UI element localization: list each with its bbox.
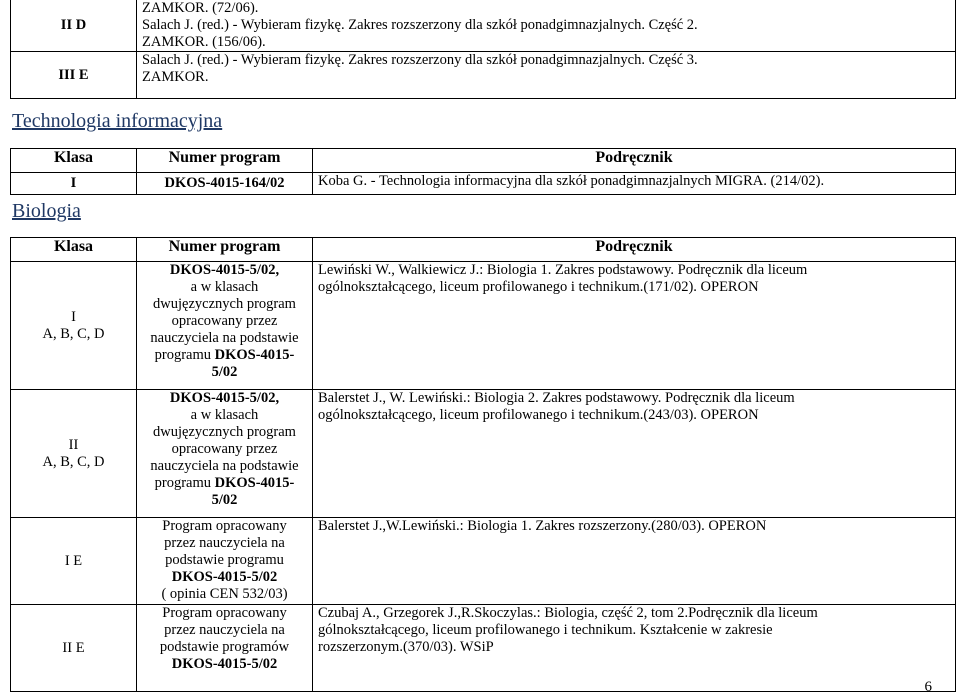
biology-table: [10, 237, 956, 692]
textbook-cell: [313, 518, 956, 605]
program-text: opracowany przez: [171, 441, 278, 457]
program-number: DKOS-4015-5/02,: [169, 262, 280, 278]
page-number: 6: [924, 679, 932, 695]
program-cell: [137, 518, 313, 605]
program-number: 5/02: [211, 492, 238, 508]
physics-table-continuation: [10, 0, 956, 99]
program-cell: [137, 390, 313, 518]
program-cell: DKOS-4015-164/02: [137, 173, 313, 195]
textbook-line: ogólnokształcącego, liceum profilowanego i technikum.(171/02). OPERON: [318, 279, 759, 295]
program-text-line: [142, 347, 307, 364]
program-text: a w klasach: [190, 407, 259, 423]
textbook-line: ZAMKOR. (156/06).: [142, 34, 266, 50]
class-cell: [11, 390, 137, 518]
table-row: [11, 262, 956, 390]
section-heading-it: Technologia informacyjna: [12, 110, 223, 132]
table-header-row: [11, 238, 956, 262]
program-cell: [137, 262, 313, 390]
class-cell: I: [11, 173, 137, 195]
program-text-line: [142, 475, 307, 492]
textbook-line: ZAMKOR. (72/06).: [142, 0, 259, 16]
program-text: dwujęzycznych program: [153, 424, 296, 440]
program-text: programu: [154, 347, 215, 363]
section-heading-biology: Biologia: [12, 200, 81, 222]
class-cell: I E: [11, 518, 137, 605]
column-header-program: Numer program: [137, 238, 313, 262]
table-row: [11, 605, 956, 692]
program-number: DKOS-4015-: [214, 347, 295, 363]
textbook-cell: [313, 390, 956, 518]
program-text: opracowany przez: [171, 313, 278, 329]
textbook-line: Lewiński W., Walkiewicz J.: Biologia 1. Zakres podstawowy. Podręcznik dla liceum: [318, 262, 808, 278]
column-header-class: Klasa: [11, 238, 137, 262]
textbook-line: ogólnokształcącego, liceum profilowanego i technikum.(243/03). OPERON: [318, 407, 759, 423]
program-number: DKOS-4015-5/02: [171, 569, 278, 585]
it-table: [10, 148, 956, 195]
table-row: [11, 390, 956, 518]
program-cell: [137, 605, 313, 692]
textbook-line: Czubaj A., Grzegorek J.,R.Skoczylas.: Biologia, część 2, tom 2.Podręcznik dla liceum: [318, 605, 818, 621]
textbook-line: ZAMKOR.: [142, 69, 209, 85]
class-groups: A, B, C, D: [42, 325, 105, 342]
program-text: programu: [154, 475, 215, 491]
program-text: nauczyciela na podstawie: [150, 330, 299, 346]
class-cell: [11, 262, 137, 390]
program-text: przez nauczyciela na: [164, 535, 285, 551]
column-header-textbook: Podręcznik: [313, 149, 956, 173]
column-header-class: Klasa: [11, 149, 137, 173]
textbook-line: Balerstet J.,W.Lewiński.: Biologia 1. Zakres rozszerzony.(280/03). OPERON: [318, 518, 767, 534]
table-row: [11, 0, 956, 52]
program-number: DKOS-4015-5/02: [171, 656, 278, 672]
table-row: [11, 52, 956, 99]
textbook-cell: [313, 605, 956, 692]
textbook-line: rozszerzonym.(370/03). WSiP: [318, 639, 494, 655]
program-number: 5/02: [211, 364, 238, 380]
textbook-line: Salach J. (red.) - Wybieram fizykę. Zakres rozszerzony dla szkół ponadgimnazjalnych. Część 2.: [142, 17, 698, 33]
column-header-textbook: Podręcznik: [313, 238, 956, 262]
textbook-line: Balerstet J., W. Lewiński.: Biologia 2. Zakres podstawowy. Podręcznik dla liceum: [318, 390, 795, 406]
class-label: I: [71, 308, 76, 325]
class-cell: II E: [11, 605, 137, 692]
textbook-cell: [313, 262, 956, 390]
textbook-line: gólnokształcącego, liceum profilowanego i technikum. Kształcenie w zakresie: [318, 622, 773, 638]
program-number: DKOS-4015-5/02,: [169, 390, 280, 406]
class-cell: III E: [11, 52, 137, 99]
program-text: nauczyciela na podstawie: [150, 458, 299, 474]
program-text: Program opracowany: [162, 518, 287, 534]
program-text: przez nauczyciela na: [164, 622, 285, 638]
program-text: podstawie programu: [165, 552, 284, 568]
program-text: podstawie programów: [159, 639, 290, 655]
table-header-row: [11, 149, 956, 173]
program-opinion: ( opinia CEN 532/03): [161, 586, 288, 602]
table-row: [11, 518, 956, 605]
column-header-program: Numer program: [137, 149, 313, 173]
class-cell: II D: [11, 0, 137, 52]
program-text: Program opracowany: [162, 605, 287, 621]
class-label: II: [68, 436, 79, 453]
table-row: [11, 173, 956, 195]
class-groups: A, B, C, D: [42, 453, 105, 470]
program-text: dwujęzycznych program: [153, 296, 296, 312]
textbook-cell: [137, 0, 956, 52]
textbook-cell: [137, 52, 956, 99]
textbook-line: Salach J. (red.) - Wybieram fizykę. Zakres rozszerzony dla szkół ponadgimnazjalnych. Część 3.: [142, 52, 698, 68]
textbook-cell: Koba G. - Technologia informacyjna dla szkół ponadgimnazjalnych MIGRA. (214/02).: [313, 173, 956, 195]
program-number: DKOS-4015-: [214, 475, 295, 491]
program-text: a w klasach: [190, 279, 259, 295]
